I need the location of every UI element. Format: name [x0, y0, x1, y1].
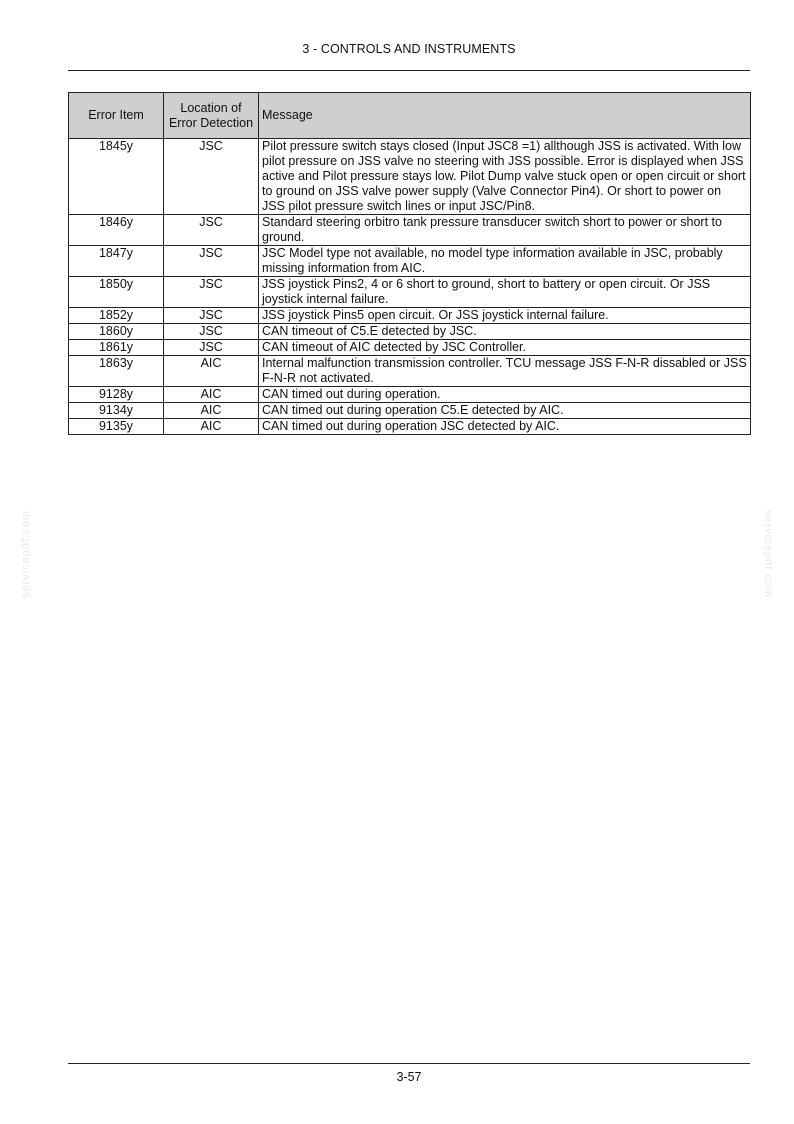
- table-header-row: [69, 93, 751, 139]
- error-code-cell: 1846y: [69, 215, 164, 246]
- error-code-cell: 1850y: [69, 277, 164, 308]
- location-cell: JSC: [164, 340, 259, 356]
- table-row: [69, 308, 751, 324]
- location-cell: JSC: [164, 277, 259, 308]
- column-header-error-item: Error Item: [69, 93, 164, 139]
- error-code-table: [68, 92, 751, 435]
- location-cell: AIC: [164, 419, 259, 435]
- message-cell: Standard steering orbitro tank pressure transducer switch short to power or short to ground.: [259, 215, 751, 246]
- error-code-cell: 1860y: [69, 324, 164, 340]
- table-row: [69, 356, 751, 387]
- message-cell: JSC Model type not available, no model type information available in JSC, probably missing information from AIC.: [259, 246, 751, 277]
- location-cell: JSC: [164, 324, 259, 340]
- error-code-cell: 9134y: [69, 403, 164, 419]
- location-cell: AIC: [164, 403, 259, 419]
- message-cell: CAN timeout of C5.E detected by JSC.: [259, 324, 751, 340]
- error-code-cell: 1845y: [69, 139, 164, 215]
- table-row: [69, 403, 751, 419]
- error-code-cell: 1861y: [69, 340, 164, 356]
- table-row: [69, 324, 751, 340]
- table-row: [69, 340, 751, 356]
- error-code-cell: 9128y: [69, 387, 164, 403]
- message-cell: CAN timed out during operation C5.E detected by AIC.: [259, 403, 751, 419]
- message-cell: CAN timed out during operation JSC detected by AIC.: [259, 419, 751, 435]
- watermark-left: servicepdf.com: [20, 510, 32, 598]
- table-row: [69, 215, 751, 246]
- location-cell: JSC: [164, 139, 259, 215]
- message-cell: Internal malfunction transmission controller. TCU message JSS F-N-R dissabled or JSS F-N-R not activated.: [259, 356, 751, 387]
- table-row: [69, 246, 751, 277]
- message-cell: CAN timed out during operation.: [259, 387, 751, 403]
- error-code-cell: 1847y: [69, 246, 164, 277]
- page-header-title: 3 - CONTROLS AND INSTRUMENTS: [302, 42, 516, 56]
- footer-divider: [68, 1063, 750, 1064]
- table-row: [69, 387, 751, 403]
- header-divider: [68, 70, 750, 71]
- column-header-message: Message: [259, 93, 751, 139]
- location-cell: AIC: [164, 387, 259, 403]
- location-cell: JSC: [164, 308, 259, 324]
- column-header-location: Location of Error Detection: [164, 93, 259, 139]
- location-cell: JSC: [164, 215, 259, 246]
- table-row: [69, 277, 751, 308]
- message-cell: JSS joystick Pins2, 4 or 6 short to ground, short to battery or open circuit. Or JSS joystick internal failure.: [259, 277, 751, 308]
- page-number: 3-57: [396, 1070, 422, 1084]
- error-code-cell: 1863y: [69, 356, 164, 387]
- message-cell: JSS joystick Pins5 open circuit. Or JSS joystick internal failure.: [259, 308, 751, 324]
- error-code-cell: 1852y: [69, 308, 164, 324]
- error-code-cell: 9135y: [69, 419, 164, 435]
- watermark-right: servicepdf.com: [762, 510, 774, 598]
- message-cell: CAN timeout of AIC detected by JSC Controller.: [259, 340, 751, 356]
- location-cell: JSC: [164, 246, 259, 277]
- message-cell: Pilot pressure switch stays closed (Input JSC8 =1) allthough JSS is activated. With low pilot pressure on JSS valve no steering with JSS possible. Error is displayed when JSS active and Pilot pressure stays low. Pilot Dump valve stuck open or open circuit or short to ground on JSS valve power supply (Valve Connector Pin4). Or short to power on JSS pilot pressure switch lines or input JSC/Pin8.: [259, 139, 751, 215]
- location-cell: AIC: [164, 356, 259, 387]
- table-row: [69, 419, 751, 435]
- table-row: [69, 139, 751, 215]
